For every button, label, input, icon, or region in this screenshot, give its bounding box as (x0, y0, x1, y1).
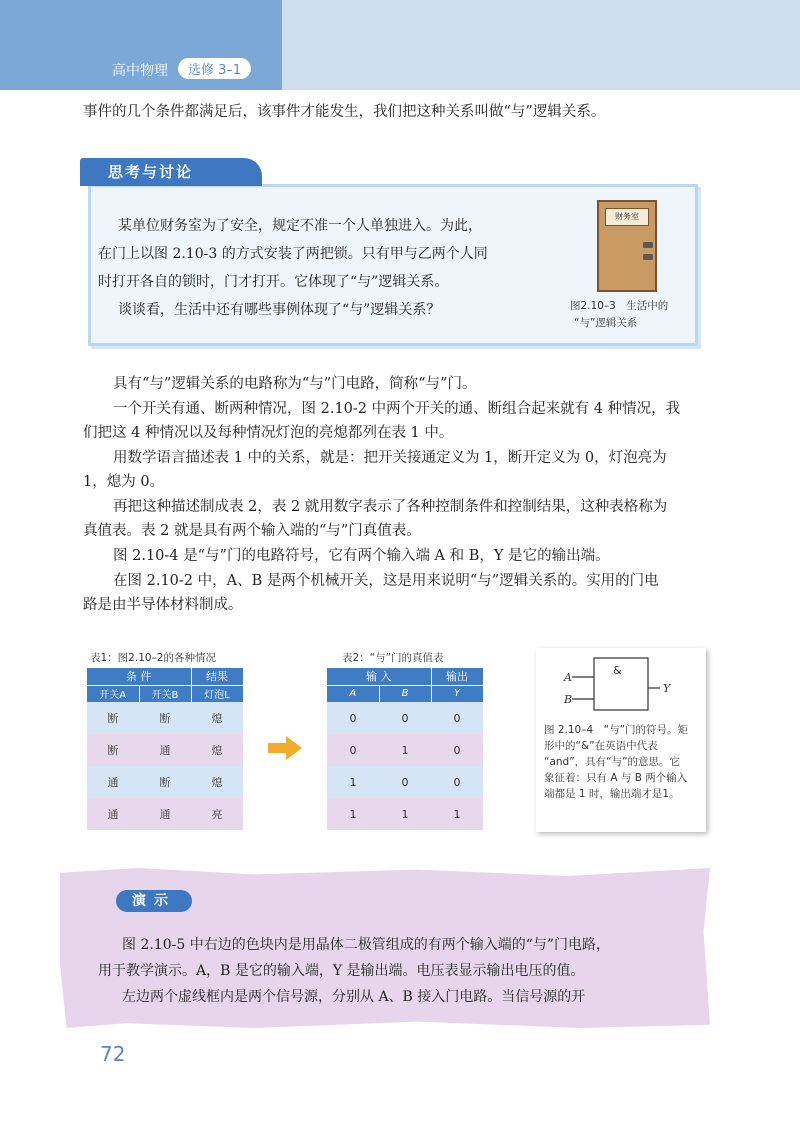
table2-cell: 1 (379, 734, 431, 766)
table1-column-header: 灯泡L (191, 685, 243, 702)
body-paragraph: 图 2.10-4 是“与”门的电路符号，它有两个输入端 A 和 B，Y 是它的输出端。 (113, 548, 610, 564)
table-row (327, 766, 483, 798)
discussion-line-2: 在门上以图 2.10-3 的方式安装了两把锁。只有甲与乙两个人同 (98, 246, 488, 262)
page-number: 72 (100, 1042, 126, 1066)
intro-paragraph: 事件的几个条件都满足后，该事件才能发生，我们把这种关系叫做“与”逻辑关系。 (83, 104, 606, 120)
table2-cell: 1 (327, 766, 379, 798)
table2-group-header: 输出 (431, 668, 483, 685)
table2-cell: 0 (431, 702, 483, 734)
demo-line-1: 图 2.10-5 中右边的色块内是用晶体二极管组成的有两个输入端的“与”门电路， (122, 937, 611, 953)
table1-cell: 熄 (191, 734, 243, 766)
table2-column-header: A (327, 685, 379, 702)
table2-cell: 1 (431, 798, 483, 830)
door-sign: 财务室 (605, 208, 649, 226)
table1-group-header: 结果 (191, 668, 243, 685)
table1-cell: 通 (139, 734, 191, 766)
table1-column-header: 开关A (87, 685, 139, 702)
caption-line: 图 2.10–4 “与”门的符号。矩 (544, 724, 689, 736)
caption-line: 形中的“&”在英语中代表 (544, 740, 658, 752)
lock-icon (643, 242, 653, 248)
table1-cell: 通 (87, 798, 139, 830)
and-gate-caption (544, 722, 688, 802)
output-y-label: Y (663, 682, 671, 695)
table-row (327, 702, 483, 734)
table2-cell: 1 (327, 798, 379, 830)
table2-column-header: Y (431, 685, 483, 702)
table2-cell: 0 (327, 702, 379, 734)
table2-title: 表2：“与”门的真值表 (342, 652, 444, 664)
table1-cell: 断 (139, 766, 191, 798)
table1-column-header: 开关B (139, 685, 191, 702)
table1-cell: 通 (87, 766, 139, 798)
caption-line: “与”逻辑关系 (574, 317, 638, 329)
table-row (327, 734, 483, 766)
and-gate-symbol (536, 648, 706, 718)
caption-line: 端都是 1 时，输出端才是1。 (544, 788, 680, 800)
table2-cell: 0 (327, 734, 379, 766)
body-paragraph: 再把这种描述制成表 2，表 2 就用数字表示了各种控制条件和控制结果，这种表格称为 (113, 499, 668, 515)
right-arrow-icon (268, 736, 302, 760)
lock-icon (643, 254, 653, 260)
discussion-line-3: 时打开各自的锁时，门才打开。它体现了“与”逻辑关系。 (98, 274, 449, 290)
caption-line: 象征着：只有 A 与 B 两个输入 (544, 772, 688, 784)
table-row (87, 766, 243, 798)
table2-cell: 1 (379, 798, 431, 830)
door-illustration (597, 200, 657, 292)
gate-label: & (613, 664, 622, 677)
table-row (327, 798, 483, 830)
door-figure-caption (570, 298, 668, 332)
body-paragraph: 一个开关有通、断两种情况，图 2.10-2 中两个开关的通、断组合起来就有 4 种情况，我 (113, 401, 681, 417)
table1-group-header: 条 件 (87, 668, 191, 685)
input-b-label: B (564, 693, 573, 706)
body-paragraph: 用数学语言描述表 1 中的关系，就是：把开关接通定义为 1，断开定义为 0，灯泡亮为 (113, 450, 667, 466)
caption-line: “and”，具有“与”的意思。它 (544, 756, 681, 768)
and-gate-figure (536, 648, 706, 832)
table1-cell: 断 (87, 734, 139, 766)
body-paragraph: 们把这 4 种情况以及每种情况灯泡的亮熄都列在表 1 中。 (83, 425, 454, 441)
caption-line: 图2.10–3 生活中的 (570, 300, 669, 312)
table1-cell: 断 (87, 702, 139, 734)
table-row (87, 798, 243, 830)
discussion-line-4: 谈谈看，生活中还有哪些事例体现了“与”逻辑关系？ (118, 302, 441, 318)
body-paragraph: 真值表。表 2 就是具有两个输入端的“与”门真值表。 (83, 523, 421, 539)
table1-cell: 熄 (191, 766, 243, 798)
demo-line-2: 用于教学演示。A，B 是它的输入端，Y 是输出端。电压表显示输出电压的值。 (98, 963, 585, 979)
table1 (87, 668, 244, 830)
table2-column-header: B (379, 685, 431, 702)
body-paragraph: 路是由半导体材料制成。 (83, 597, 243, 613)
table2-group-header: 输 入 (327, 668, 431, 685)
book-title: 高中物理 (112, 63, 168, 79)
table1-cell: 通 (139, 798, 191, 830)
discussion-line-1: 某单位财务室为了安全，规定不准一个人单独进入。为此， (118, 218, 482, 234)
table1-title: 表1：图2.10–2的各种情况 (90, 652, 216, 664)
demo-title: 演示 (116, 890, 192, 912)
table-row (87, 702, 243, 734)
body-paragraph: 在图 2.10-2 中，A、B 是两个机械开关，这是用来说明“与”逻辑关系的。实用的门电 (113, 573, 659, 589)
table1-cell: 断 (139, 702, 191, 734)
table2 (327, 668, 484, 830)
table2-cell: 0 (431, 766, 483, 798)
table2-cell: 0 (431, 734, 483, 766)
table1-cell: 熄 (191, 702, 243, 734)
body-paragraph: 具有“与”逻辑关系的电路称为“与”门电路，简称“与”门。 (113, 376, 477, 392)
table-row (87, 734, 243, 766)
discussion-title: 思考与讨论 (80, 158, 262, 186)
volume-badge: 选修 3–1 (178, 58, 251, 79)
input-a-label: A (564, 671, 572, 684)
demo-line-3: 左边两个虚线框内是两个信号源，分别从 A、B 接入门电路。当信号源的开 (122, 989, 586, 1005)
table2-cell: 0 (379, 702, 431, 734)
table1-cell: 亮 (191, 798, 243, 830)
table2-cell: 0 (379, 766, 431, 798)
body-paragraph: 1，熄为 0。 (83, 474, 165, 490)
